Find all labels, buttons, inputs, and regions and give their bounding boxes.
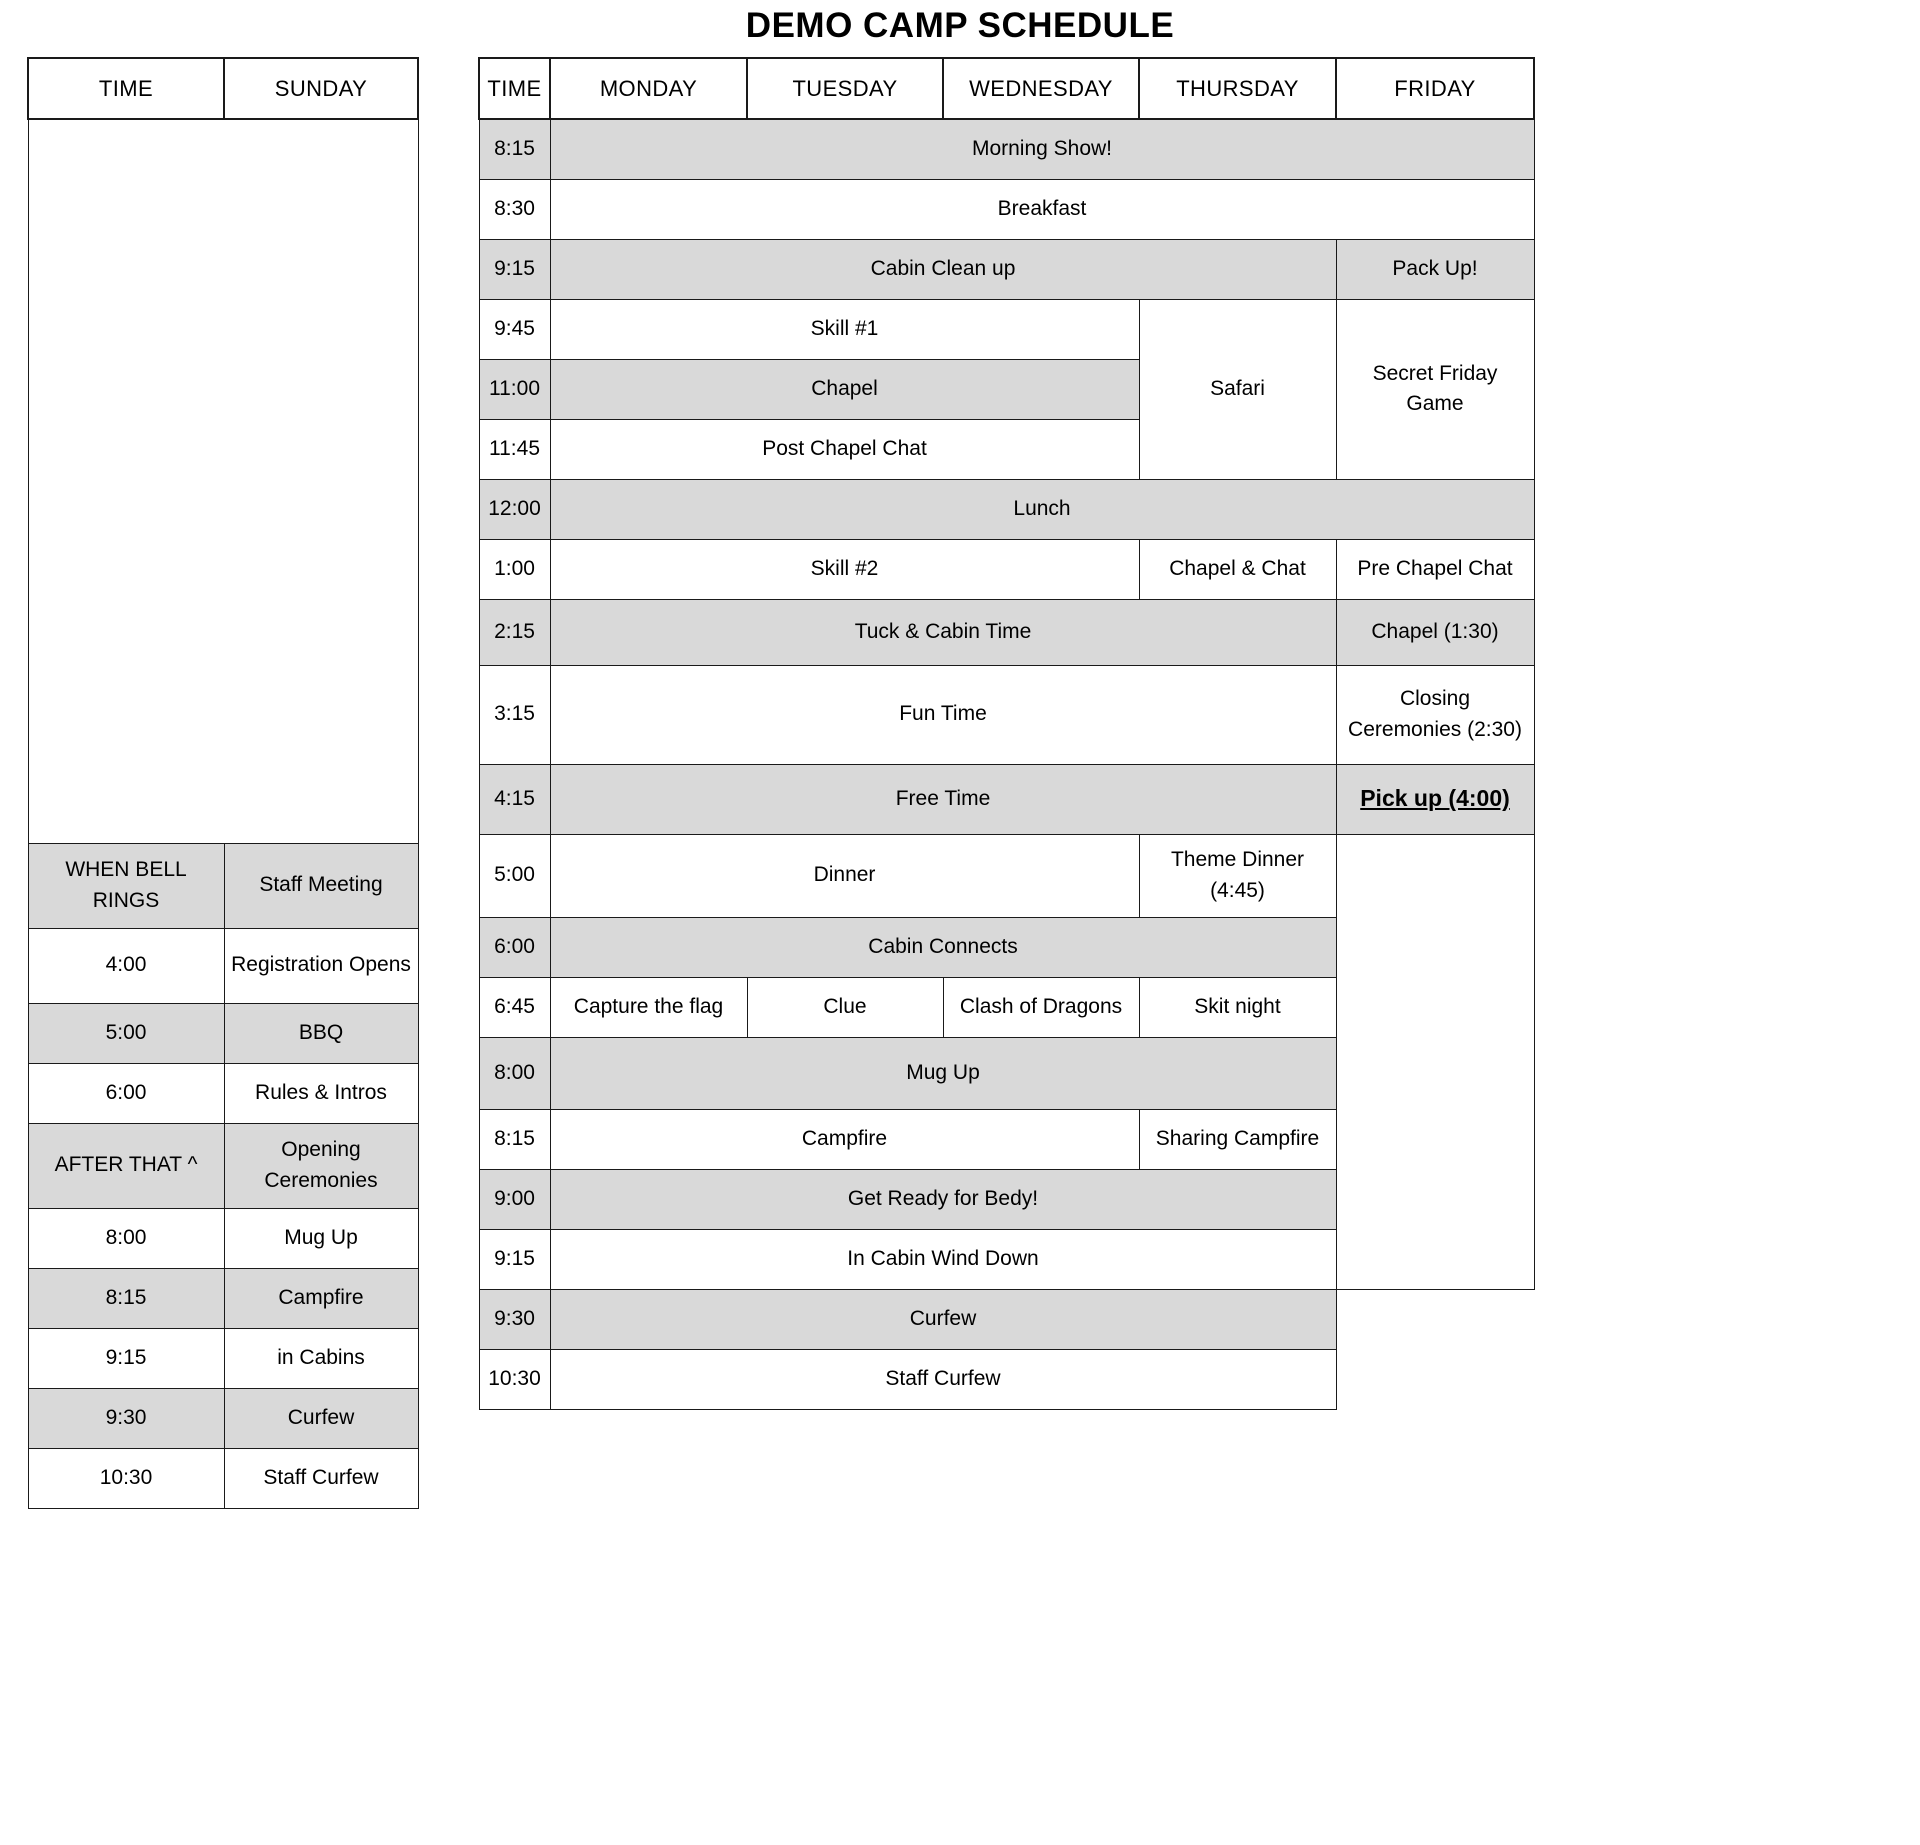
sunday-table-row (28, 1388, 418, 1448)
sunday-schedule-section (27, 57, 419, 1509)
weekday-table-row (479, 1349, 1534, 1409)
sunday-activity-cell: Staff Meeting (224, 843, 418, 928)
sunday-table-row (28, 119, 418, 843)
sunday-table-row (28, 1123, 418, 1208)
weekday-time-cell: 3:15 (479, 665, 550, 764)
sunday-activity-cell: Staff Curfew (224, 1448, 418, 1508)
weekday-activity-cell: Theme Dinner (4:45) (1139, 834, 1336, 917)
weekday-activity-cell: Dinner (550, 834, 1139, 917)
weekday-activity-cell: Secret Friday Game (1336, 299, 1534, 479)
weekday-schedule-section (478, 57, 1535, 1410)
weekday-empty-cell (1336, 834, 1534, 1289)
weekday-table-row (479, 764, 1534, 834)
weekday-activity-cell: Safari (1139, 299, 1336, 479)
sunday-empty-cell (28, 119, 418, 843)
weekday-time-cell: 6:45 (479, 977, 550, 1037)
column-header-thursday: THURSDAY (1139, 58, 1336, 119)
sunday-table-row (28, 843, 418, 928)
weekday-table-row (479, 479, 1534, 539)
weekday-activity-cell: Pick up (4:00) (1336, 764, 1534, 834)
weekday-time-cell: 9:00 (479, 1169, 550, 1229)
sunday-time-cell: 4:00 (28, 928, 224, 1003)
weekday-activity-cell: Clue (747, 977, 943, 1037)
sunday-table-row (28, 1003, 418, 1063)
sunday-time-cell: 6:00 (28, 1063, 224, 1123)
weekday-activity-cell: Curfew (550, 1289, 1336, 1349)
sunday-activity-cell: Curfew (224, 1388, 418, 1448)
weekday-activity-cell: Campfire (550, 1109, 1139, 1169)
weekday-activity-cell: Morning Show! (550, 119, 1534, 179)
weekday-time-cell: 5:00 (479, 834, 550, 917)
weekday-time-cell: 9:30 (479, 1289, 550, 1349)
weekday-header-row (479, 58, 1534, 119)
weekday-table-row (479, 239, 1534, 299)
weekday-activity-cell: Chapel (550, 359, 1139, 419)
weekday-table-row (479, 539, 1534, 599)
sunday-time-cell: 9:30 (28, 1388, 224, 1448)
column-header-tuesday: TUESDAY (747, 58, 943, 119)
column-header-monday: MONDAY (550, 58, 747, 119)
weekday-activity-cell: Chapel & Chat (1139, 539, 1336, 599)
weekday-time-cell: 8:15 (479, 1109, 550, 1169)
weekday-activity-cell: Skill #2 (550, 539, 1139, 599)
sunday-activity-cell: Registration Opens (224, 928, 418, 1003)
sunday-table-row (28, 1328, 418, 1388)
weekday-activity-cell: In Cabin Wind Down (550, 1229, 1336, 1289)
weekday-activity-cell: Skit night (1139, 977, 1336, 1037)
weekday-activity-cell: Breakfast (550, 179, 1534, 239)
column-header-wednesday: WEDNESDAY (943, 58, 1139, 119)
column-header-time: TIME (479, 58, 550, 119)
weekday-time-cell: 10:30 (479, 1349, 550, 1409)
sunday-table-row (28, 1268, 418, 1328)
page-title: DEMO CAMP SCHEDULE (745, 6, 1175, 45)
weekday-activity-cell: Cabin Connects (550, 917, 1336, 977)
weekday-time-cell: 11:45 (479, 419, 550, 479)
column-header-friday: FRIDAY (1336, 58, 1534, 119)
weekday-activity-cell: Pre Chapel Chat (1336, 539, 1534, 599)
sunday-time-cell: 8:15 (28, 1268, 224, 1328)
weekday-table-row (479, 119, 1534, 179)
sunday-time-cell: AFTER THAT ^ (28, 1123, 224, 1208)
weekday-activity-cell: Closing Ceremonies (2:30) (1336, 665, 1534, 764)
weekday-time-cell: 2:15 (479, 599, 550, 665)
sunday-time-cell: 9:15 (28, 1328, 224, 1388)
column-header-sunday: SUNDAY (224, 58, 418, 119)
weekday-time-cell: 9:15 (479, 239, 550, 299)
sunday-table-row (28, 1208, 418, 1268)
weekday-table-row (479, 599, 1534, 665)
sunday-activity-cell: in Cabins (224, 1328, 418, 1388)
column-header-time: TIME (28, 58, 224, 119)
weekday-activity-cell: Pack Up! (1336, 239, 1534, 299)
weekday-activity-cell: Fun Time (550, 665, 1336, 764)
sunday-table-row (28, 1063, 418, 1123)
weekday-table-row (479, 299, 1534, 359)
weekday-time-cell: 12:00 (479, 479, 550, 539)
weekday-time-cell: 4:15 (479, 764, 550, 834)
weekday-activity-cell: Mug Up (550, 1037, 1336, 1109)
weekday-activity-cell: Lunch (550, 479, 1534, 539)
sunday-activity-cell: BBQ (224, 1003, 418, 1063)
sunday-activity-cell: Rules & Intros (224, 1063, 418, 1123)
weekday-schedule-table (478, 57, 1535, 1410)
weekday-activity-cell: Post Chapel Chat (550, 419, 1139, 479)
weekday-time-cell: 8:15 (479, 119, 550, 179)
sunday-time-cell: 5:00 (28, 1003, 224, 1063)
weekday-time-cell: 9:15 (479, 1229, 550, 1289)
weekday-time-cell: 8:00 (479, 1037, 550, 1109)
weekday-table-row (479, 834, 1534, 917)
sunday-table-row (28, 1448, 418, 1508)
sunday-time-cell: 10:30 (28, 1448, 224, 1508)
weekday-table-row (479, 1289, 1534, 1349)
weekday-time-cell: 9:45 (479, 299, 550, 359)
weekday-activity-cell: Staff Curfew (550, 1349, 1336, 1409)
weekday-activity-cell: Capture the flag (550, 977, 747, 1037)
sunday-activity-cell: Mug Up (224, 1208, 418, 1268)
weekday-activity-cell: Clash of Dragons (943, 977, 1139, 1037)
weekday-time-cell: 8:30 (479, 179, 550, 239)
weekday-time-cell: 11:00 (479, 359, 550, 419)
weekday-activity-cell: Chapel (1:30) (1336, 599, 1534, 665)
weekday-activity-cell: Sharing Campfire (1139, 1109, 1336, 1169)
weekday-activity-cell: Free Time (550, 764, 1336, 834)
weekday-time-cell: 6:00 (479, 917, 550, 977)
weekday-activity-cell: Cabin Clean up (550, 239, 1336, 299)
sunday-activity-cell: Campfire (224, 1268, 418, 1328)
sunday-time-cell: WHEN BELL RINGS (28, 843, 224, 928)
sunday-activity-cell: Opening Ceremonies (224, 1123, 418, 1208)
sunday-time-cell: 8:00 (28, 1208, 224, 1268)
weekday-time-cell: 1:00 (479, 539, 550, 599)
sunday-header-row (28, 58, 418, 119)
weekday-activity-cell: Get Ready for Bedy! (550, 1169, 1336, 1229)
sunday-table-row (28, 928, 418, 1003)
weekday-activity-cell: Tuck & Cabin Time (550, 599, 1336, 665)
weekday-table-row (479, 179, 1534, 239)
weekday-table-row (479, 665, 1534, 764)
sunday-schedule-table (27, 57, 419, 1509)
weekday-activity-cell: Skill #1 (550, 299, 1139, 359)
